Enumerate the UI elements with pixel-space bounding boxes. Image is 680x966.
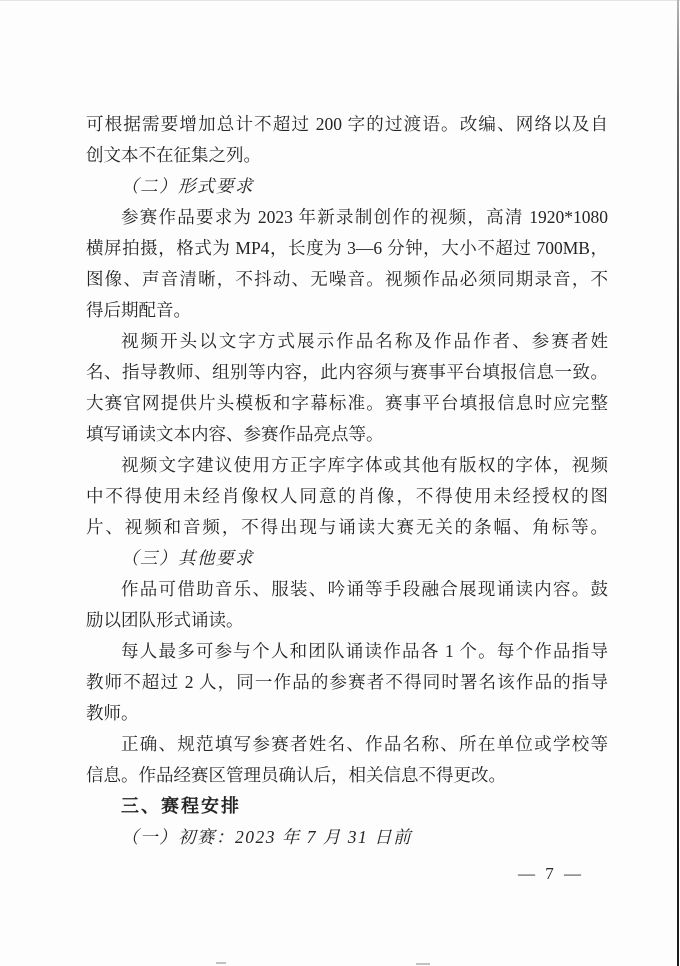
text-line: 得后期配音。 xyxy=(86,300,191,320)
text-line: 教师。 xyxy=(86,703,139,723)
text-line: 视频开头以文字方式展示作品名称及作品作者、参赛者姓 xyxy=(121,331,608,351)
text-line: 正确、规范填写参赛者姓名、作品名称、所在单位或学校等 xyxy=(121,734,608,754)
text-line: 图像、声音清晰，不抖动、无噪音。视频作品必须同期录音，不 xyxy=(86,269,608,289)
sub-heading: （三）其他要求 xyxy=(121,548,254,568)
text-line: 大赛官网提供片头模板和字幕标准。赛事平台填报信息时应完整 xyxy=(86,393,608,413)
text-line: 每人最多可参与个人和团队诵读作品各 1 个。每个作品指导 xyxy=(121,641,608,661)
page-number: — 7 — xyxy=(518,864,584,883)
section-title: 三、赛程安排 xyxy=(121,796,241,816)
scan-artifact-right-edge xyxy=(677,0,679,966)
text-line: 名、指导教师、组别等内容，此内容须与赛事平台填报信息一致。 xyxy=(86,362,608,382)
document-body xyxy=(86,109,608,853)
scan-artifact-top-edge xyxy=(0,0,680,1)
text-line: 教师不超过 2 人，同一作品的参赛者不得同时署名该作品的指导 xyxy=(86,672,608,692)
text-line: 填写诵读文本内容、参赛作品亮点等。 xyxy=(86,424,384,444)
scan-artifact-speck xyxy=(216,962,226,964)
text-line: 可根据需要增加总计不超过 200 字的过渡语。改编、网络以及自 xyxy=(86,114,608,134)
text-line: 横屏拍摄，格式为 MP4，长度为 3—6 分钟，大小不超过 700MB， xyxy=(86,238,608,258)
scan-artifact-speck xyxy=(416,963,430,965)
text-line: 片、视频和音频，不得出现与诵读大赛无关的条幅、角标等。 xyxy=(86,517,608,537)
text-line: 视频文字建议使用方正字库字体或其他有版权的字体，视频 xyxy=(121,455,608,475)
text-line: 信息。作品经赛区管理员确认后，相关信息不得更改。 xyxy=(86,765,506,785)
sub-heading: （二）形式要求 xyxy=(121,176,254,196)
sub-heading: （一）初赛：2023 年 7 月 31 日前 xyxy=(121,827,413,847)
text-line: 创文本不在征集之列。 xyxy=(86,145,261,165)
text-line: 参赛作品要求为 2023 年新录制创作的视频，高清 1920*1080 xyxy=(121,207,608,227)
text-line: 励以团队形式诵读。 xyxy=(86,610,244,630)
text-line: 中不得使用未经肖像权人同意的肖像，不得使用未经授权的图 xyxy=(86,486,608,506)
text-line: 作品可借助音乐、服装、吟诵等手段融合展现诵读内容。鼓 xyxy=(121,579,608,599)
